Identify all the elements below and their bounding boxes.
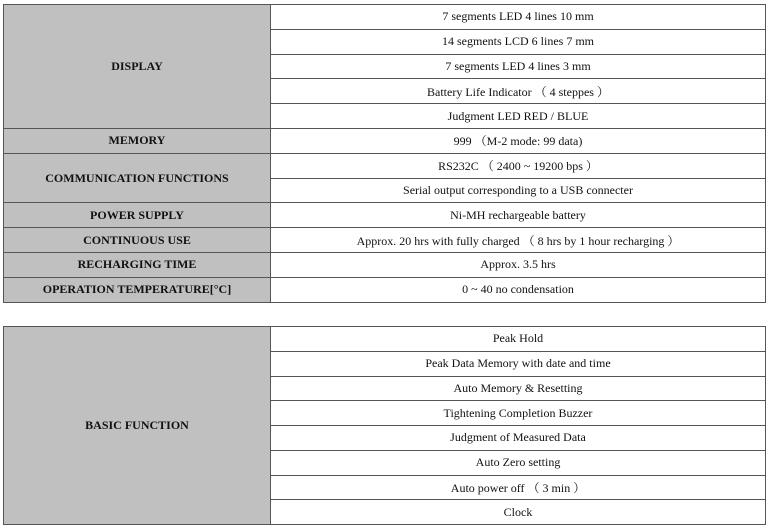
basic-function-value: Peak Data Memory with date and time <box>271 351 766 376</box>
operation-temperature-value: 0 ~ 40 no condensation <box>271 277 766 302</box>
basic-function-label: BASIC FUNCTION <box>4 327 271 525</box>
basic-function-value: Auto Zero setting <box>271 450 766 475</box>
basic-function-value: Auto power off （ 3 min ） <box>271 475 766 500</box>
table-row <box>4 153 766 178</box>
display-value: 7 segments LED 4 lines 3 mm <box>271 54 766 79</box>
display-value: Judgment LED RED / BLUE <box>271 104 766 129</box>
recharging-time-label: RECHARGING TIME <box>4 252 271 277</box>
memory-label: MEMORY <box>4 128 271 153</box>
basic-function-value: Tightening Completion Buzzer <box>271 401 766 426</box>
basic-function-value: Judgment of Measured Data <box>271 426 766 451</box>
basic-function-value: Auto Memory & Resetting <box>271 376 766 401</box>
table-row <box>4 277 766 302</box>
operation-temperature-label: OPERATION TEMPERATURE[°C] <box>4 277 271 302</box>
table-row <box>4 228 766 253</box>
table-row <box>4 327 766 352</box>
power-supply-label: POWER SUPPLY <box>4 203 271 228</box>
memory-value: 999 （M-2 mode: 99 data) <box>271 128 766 153</box>
basic-function-table <box>3 326 766 525</box>
communication-value: Serial output corresponding to a USB connecter <box>271 178 766 203</box>
display-value: 14 segments LCD 6 lines 7 mm <box>271 29 766 54</box>
continuous-use-value: Approx. 20 hrs with fully charged （ 8 hrs by 1 hour recharging ） <box>271 228 766 253</box>
basic-function-value: Peak Hold <box>271 327 766 352</box>
table-row <box>4 128 766 153</box>
communication-label: COMMUNICATION FUNCTIONS <box>4 153 271 203</box>
display-value: Battery Life Indicator （ 4 steppes ） <box>271 79 766 104</box>
power-supply-value: Ni-MH rechargeable battery <box>271 203 766 228</box>
display-value: 7 segments LED 4 lines 10 mm <box>271 5 766 30</box>
specification-table <box>3 4 766 303</box>
basic-function-value: Clock <box>271 500 766 525</box>
recharging-time-value: Approx. 3.5 hrs <box>271 252 766 277</box>
continuous-use-label: CONTINUOUS USE <box>4 228 271 253</box>
display-label: DISPLAY <box>4 5 271 129</box>
table-row <box>4 5 766 30</box>
table-row <box>4 203 766 228</box>
communication-value: RS232C （ 2400 ~ 19200 bps ） <box>271 153 766 178</box>
table-row <box>4 252 766 277</box>
